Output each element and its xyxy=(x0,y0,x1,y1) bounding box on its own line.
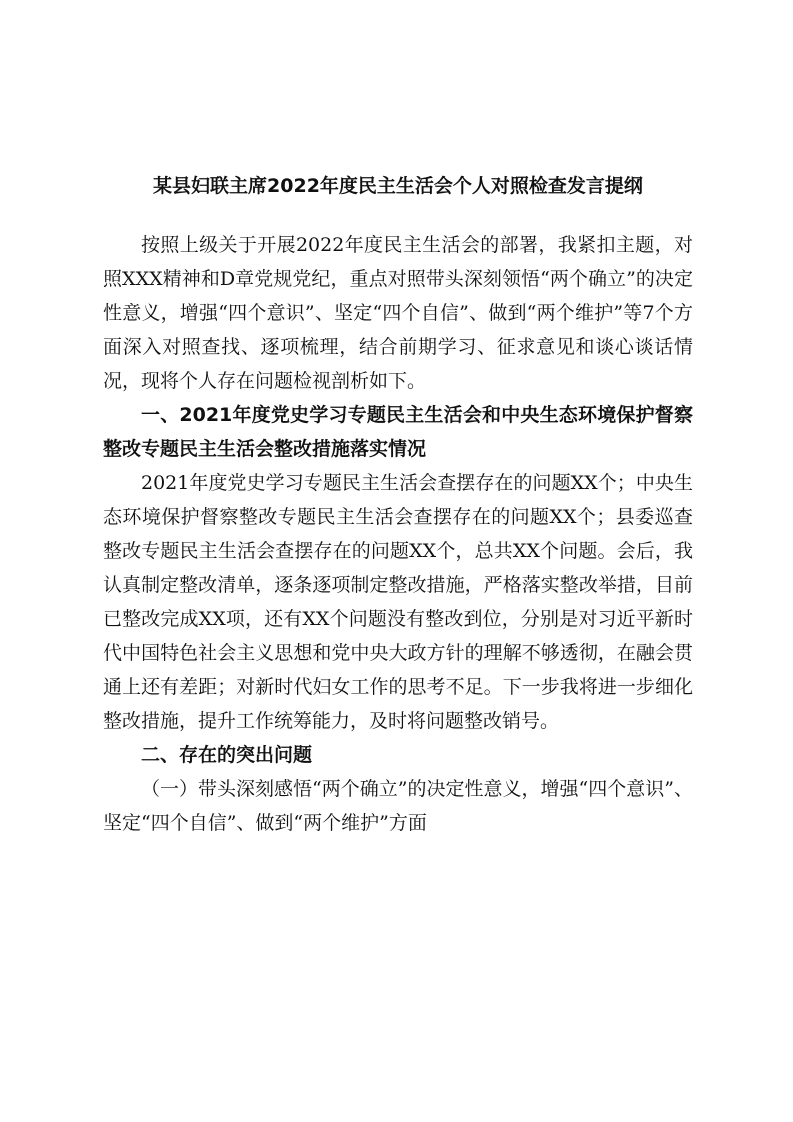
section-1-heading: 一、2021年度党史学习专题民主生活会和中央生态环境保护督察整改专题民主生活会整改措施落实情况 xyxy=(103,404,693,460)
intro-paragraph: 按照上级关于开展2022年度民主生活会的部署，我紧扣主题，对照XXX精神和D章党规党纪，重点对照带头深刻领悟“两个确立”的决定性意义，增强“四个意识”、坚定“四个自信”、做到“两个维护”等7个方面深入对照查找、逐项梳理，结合前期学习、征求意见和谈心谈话情况，现将个人存在问题检视剖析如下。 xyxy=(103,234,693,392)
section-1-paragraph: 2021年度党史学习专题民主生活会查摆存在的问题XX个；中央生态环境保护督察整改专题民主生活会查摆存在的问题XX个；县委巡查整改专题民主生活会查摆存在的问题XX个，总共XX个问题。会后，我认真制定整改清单，逐条逐项制定整改措施，严格落实整改举措，目前已整改完成XX项，还有XX个问题没有整改到位，分别是对习近平新时代中国特色社会主义思想和党中央大政方针的理解不够透彻，在融会贯通上还有差距；对新时代妇女工作的思考不足。下一步我将进一步细化整改措施，提升工作统筹能力，及时将问题整改销号。 xyxy=(103,472,693,732)
section-2-heading: 二、存在的突出问题 xyxy=(141,744,313,766)
subsection-1-heading: （一）带头深刻感悟“两个确立”的决定性意义，增强“四个意识”、坚定“四个自信”、做到“两个维护”方面 xyxy=(103,778,693,834)
document-body xyxy=(103,172,693,840)
document-title: 某县妇联主席2022年度民主生活会个人对照检查发言提纲 xyxy=(153,175,643,197)
